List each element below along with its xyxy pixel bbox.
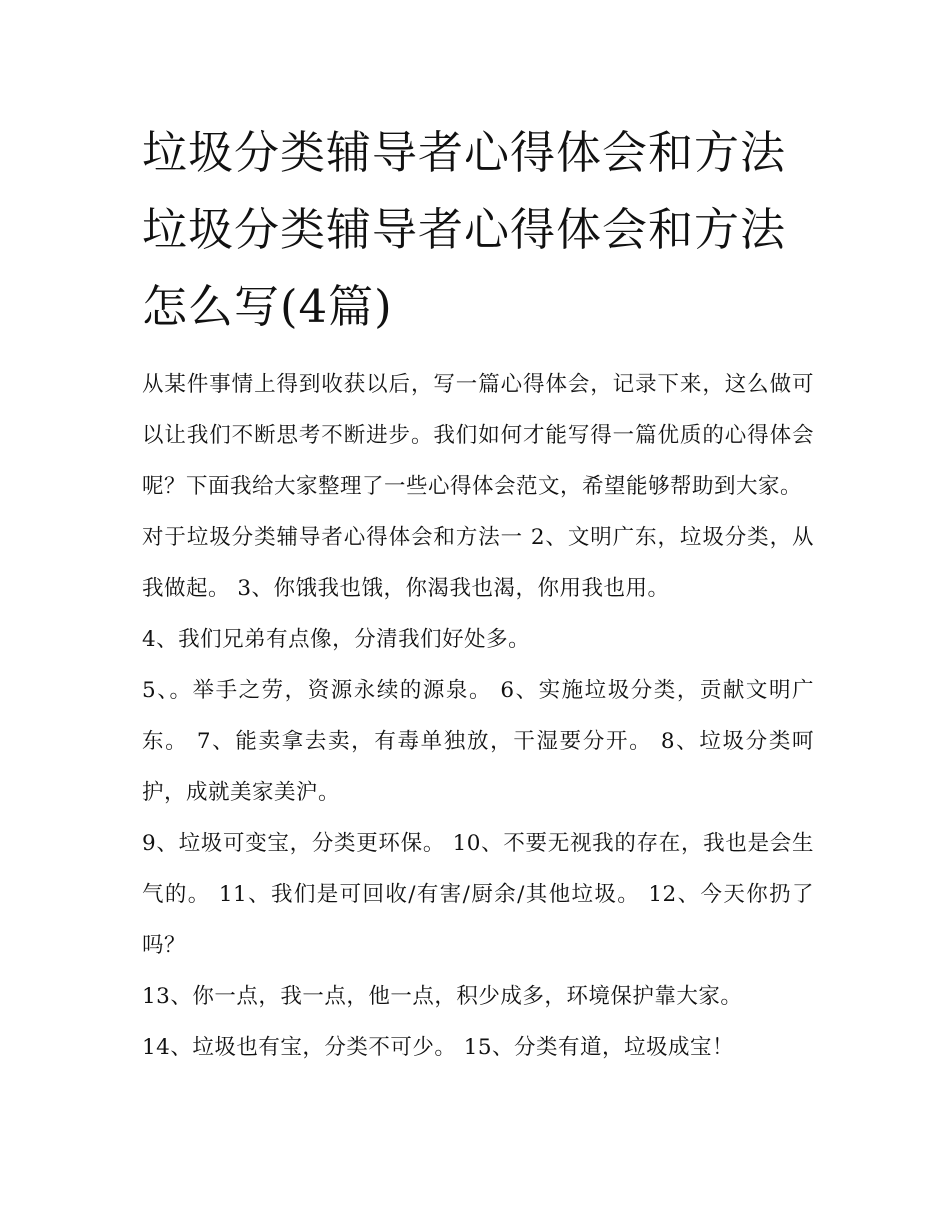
document-page xyxy=(142,114,814,1073)
slogan-paragraph-5: 13、你一点，我一点，他一点，积少成多，环境保护靠大家。 xyxy=(142,984,743,1009)
slogan-paragraph-2: 4、我们兄弟有点像，分清我们好处多。 xyxy=(142,627,531,652)
slogan-paragraph-4: 9、垃圾可变宝，分类更环保。 10、不要无视我的存在，我也是会生气的。 11、我们是可回收/有害/厨余/其他垃圾。 12、今天你扔了吗？ xyxy=(142,831,814,958)
slogan-paragraph-3: 5、。举手之劳，资源永续的源泉。 6、实施垃圾分类，贡献文明广东。 7、能卖拿去卖，有毒单独放，干湿要分开。 8、垃圾分类呵护，成就美家美沪。 xyxy=(142,678,814,805)
slogan-paragraph-1: 对于垃圾分类辅导者心得体会和方法一 2、文明广东，垃圾分类，从我做起。 3、你饿我也饿，你渴我也渴，你用我也用。 xyxy=(142,525,814,601)
document-title: 垃圾分类辅导者心得体会和方法 垃圾分类辅导者心得体会和方法怎么写(4篇) xyxy=(142,126,787,333)
intro-paragraph: 从某件事情上得到收获以后，写一篇心得体会，记录下来，这么做可以让我们不断思考不断进步。我们如何才能写得一篇优质的心得体会呢？下面我给大家整理了一些心得体会范文，希望能够帮助到大家。 xyxy=(142,372,814,499)
slogan-paragraph-6: 14、垃圾也有宝，分类不可少。 15、分类有道，垃圾成宝！ xyxy=(142,1035,735,1060)
